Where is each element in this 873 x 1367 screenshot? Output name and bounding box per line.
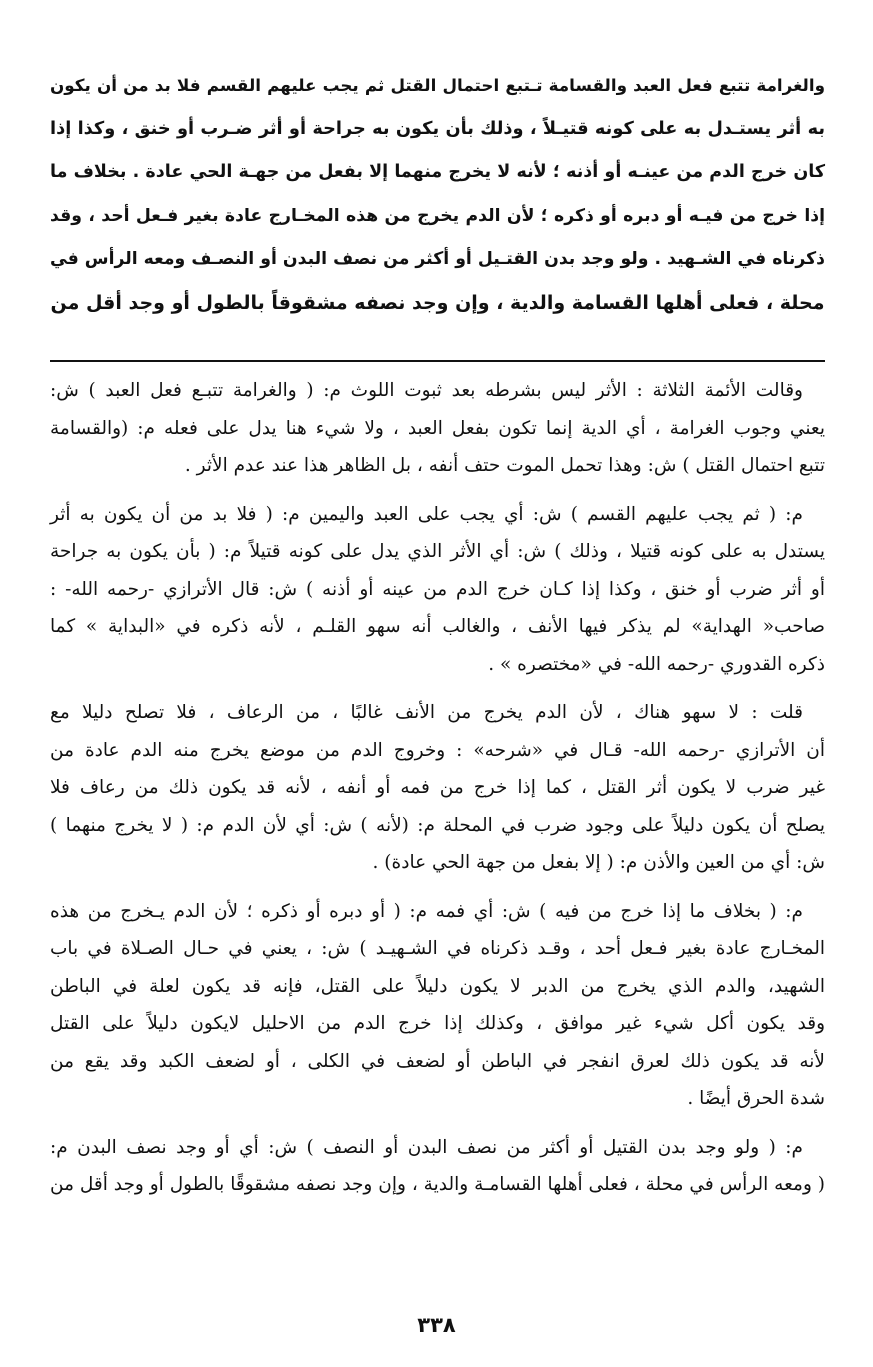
commentary-line: قلت : لا سهو هناك ، لأن الدم يخرج من الأنف غالبًا ، من الرعاف ، فلا تصلح دليلا مع [50,702,803,723]
commentary-line: يعني وجوب الغرامة ، أي الدية إنما تكون بفعل العبد ، ولا شيء هنا يدل على فعله م: (والقسامة [50,417,825,439]
main-text-block [50,64,825,325]
commentary-line: المخـارج عادة بغير فـعل أحد ، وقـد ذكرناه في الشـهيـد ) ش: ، يعني في حـال الصـلاة في باب [50,938,825,959]
commentary-line: م: ( بخلاف ما إذا خرج من فيه ) ش: أي فمه م: ( أو دبره أو ذكره ؛ لأن الدم يـخرج من هذه [50,900,803,922]
commentary-paragraph [50,893,825,1118]
commentary-line: م: ( ثم يجب عليهم القسم ) ش: أي يجب على العبد واليمين م: ( فلا بد من أن يكون به أثر [50,503,803,525]
main-text-line: ذكرناه في الشـهيد . ولو وجد بدن القتـيل أو أكثر من نصف البدن أو النصـف ومعه الرأس في [50,249,825,269]
commentary-line: وقد يكون أكل شيء غير موافق ، وكذلك إذا خرج الدم من الاحليل لايكون دليلاً على القتل [50,1013,825,1034]
commentary-paragraph [50,372,825,485]
commentary-line: الشهيد، والدم الذي يخرج من الدبر لا يكون دليلاً على القتل، فإنه قد يكون لعلة في الباطن [50,975,825,997]
main-text-line: كان خرج الدم من عينـه أو أذنه ؛ لأنه لا يخرج منهما إلا بفعل من جهـة الحي عادة . بخلاف ما [50,162,825,182]
commentary-line: تتبع احتمال القتل ) ش: وهذا تحمل الموت حتف أنفه ، بل الظاهر هذا عند عدم الأثر . [184,455,825,476]
commentary-block [50,372,825,1215]
main-text-line: إذا خرج من فيـه أو دبره أو ذكره ؛ لأن الدم يخرج من هذه المخـارج عادة بغير فـعل أحد ، وقد [50,205,825,226]
commentary-line: صاحب« الهداية» لم يذكر فيها الأنف ، والغالب أنه سهو القلـم ، لأنه ذكره في «البداية » كما [50,616,825,637]
commentary-line: ( ومعه الرأس في محلة ، فعلى أهلها القسامـة والدية ، وإن وجد نصفه مشقوقًا بالطول أو وجد أقل من [50,1174,825,1195]
commentary-line: شدة الحرق أيضًا . [687,1088,825,1109]
commentary-paragraph [50,1129,825,1204]
commentary-line: أن الأترازي -رحمه الله- قـال في «شرحه» : وخروج الدم من موضع يخرج منه الدم عادة من [50,739,825,761]
main-text-line: به أثر يستـدل به على كونه قتيـلاً ، وذلك بأن يكون به جراحة أو أثر ضـرب أو خنق ، وكذا إذا [50,118,825,139]
main-text-line: محلة ، فعلى أهلها القسامة والدية ، وإن وجد نصفه مشقوقاً بالطول أو وجد أقل من [50,291,825,314]
commentary-line: م: ( ولو وجد بدن القتيل أو أكثر من نصف البدن أو النصف ) ش: أي أو وجد نصف البدن م: [50,1136,803,1158]
section-divider [50,360,825,362]
commentary-paragraph [50,694,825,882]
commentary-line: يصلح أن يكون دليلاً على وجود ضرب في المحلة م: (لأنه ) ش: أي لأن الدم م: ( لا يخرج منهما ) [50,814,825,836]
commentary-line: ذكره القدوري -رحمه الله- في «مختصره » . [488,653,825,675]
commentary-line: ش: أي من العين والأذن م: ( إلا بفعل من جهة الحي عادة) . [372,852,825,873]
commentary-line: أو أثر ضرب أو خنق ، وكذا إذا كـان خرج الدم من عينه أو أذنه ) ش: قال الأترازي -رحمه الله- : [50,578,825,600]
commentary-line: يستدل به على كونه قتيلا ، وذلك ) ش: أي الأثر الذي يدل على كونه قتيلاً م: ( بأن يكون به جراحة [50,541,825,562]
commentary-line: لأنه قد يكون ذلك لعرق انفجر في الباطن أو لضعف في الكلى ، أو لضعف الكبد وقد يقع من [50,1050,825,1072]
page-number: ٣٣٨ [417,1313,456,1337]
commentary-line: وقالت الأئمة الثلاثة : الأثر ليس بشرطه بعد ثبوت اللوث م: ( والغرامة تتبـع فعل العبد ) ش: [50,380,803,401]
commentary-paragraph [50,496,825,684]
commentary-line: غير ضرب لا يكون أثر القتل ، كما إذا خرج من فمه أو أنفه ، لأنه قد يكون ذلك من رعاف فلا [50,777,825,798]
main-text-line: والغرامة تتبع فعل العبد والقسامة تـتبع احتمال القتل ثم يجب عليهم القسم فلا بد من أن يكون [50,75,825,95]
